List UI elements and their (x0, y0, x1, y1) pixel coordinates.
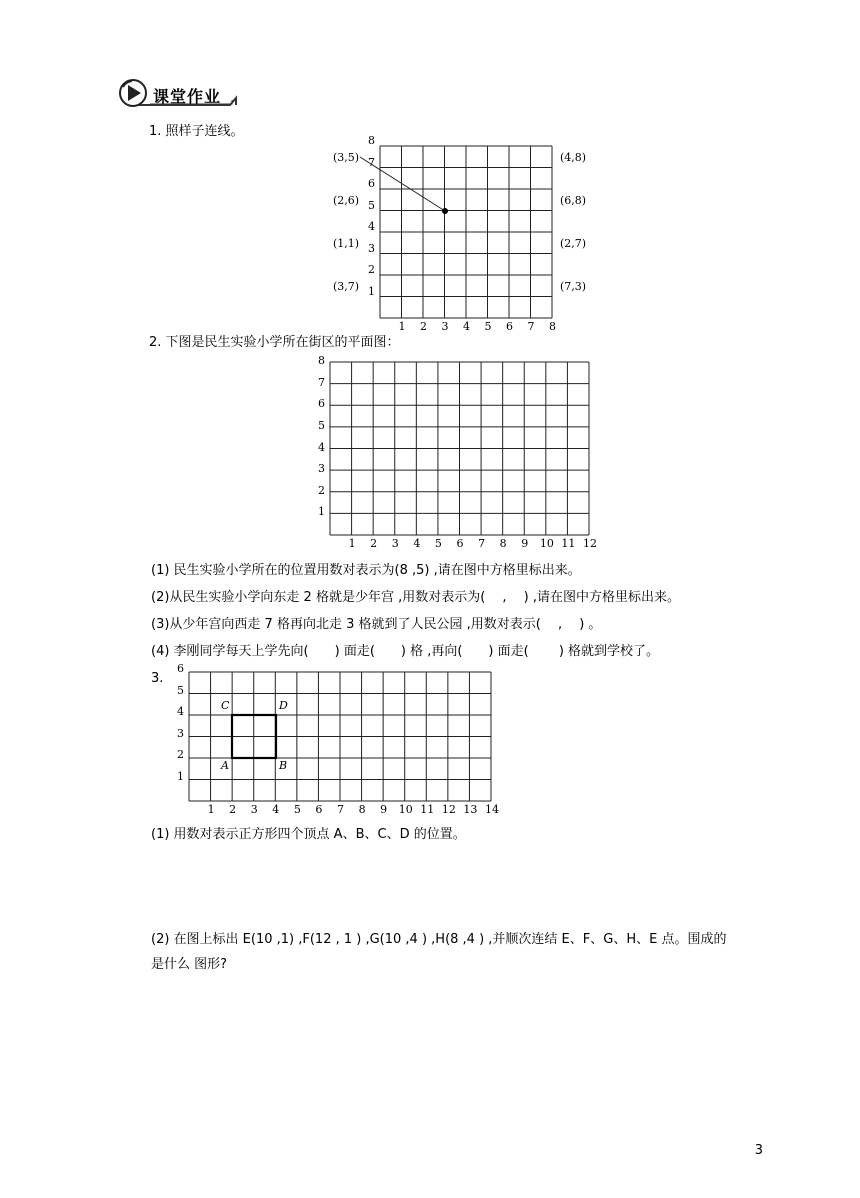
x-tick-label: 7 (527, 320, 535, 333)
vertex-a-label: A (221, 759, 229, 772)
y-tick-label: 1 (368, 284, 375, 298)
x-tick-label: 6 (315, 803, 323, 816)
q1-right-pair: (7,3) (560, 280, 587, 293)
x-tick-label: 5 (293, 803, 301, 816)
q1-text: 1. 照样子连线。 (149, 124, 244, 139)
x-tick-label: 2 (370, 537, 378, 550)
x-tick-label: 11 (420, 803, 435, 816)
y-tick-label: 3 (318, 462, 325, 476)
y-tick-label: 3 (368, 241, 375, 255)
vertex-c-label: C (221, 699, 230, 712)
q2-item-2: (2)从民生实验小学向东走 2 格就是少年宫 ,用数对表示为( , ) ,请在图中方格里标出来。 (151, 590, 681, 605)
y-tick-label: 4 (368, 220, 375, 233)
q3-item-2-cont: 是什么 图形? (151, 957, 228, 972)
q3-item-1: (1) 用数对表示正方形四个顶点 A、B、C、D 的位置。 (151, 827, 466, 842)
q1-left-pair: (1,1) (333, 237, 360, 250)
y-tick-label: 5 (368, 198, 375, 212)
x-tick-label: 10 (539, 537, 554, 550)
q1-right-pair: (4,8) (560, 151, 587, 164)
q1-left-pair: (2,6) (333, 194, 360, 207)
y-tick-label: 6 (177, 662, 184, 675)
y-tick-label: 4 (177, 705, 184, 718)
x-tick-label: 8 (499, 537, 507, 550)
y-tick-label: 3 (177, 726, 184, 740)
section-title: 课堂作业 (153, 87, 222, 106)
q3-item-2: (2) 在图上标出 E(10 ,1) ,F(12 , 1 ) ,G(10 ,4 ) ,H(8 ,4 ) ,并顺次连结 E、F、G、H、E 点。围成的 (151, 932, 727, 947)
q2-text: 2. 下图是民生实验小学所在街区的平面图： (149, 335, 400, 350)
x-tick-label: 4 (413, 537, 421, 550)
x-tick-label: 5 (484, 320, 492, 333)
x-tick-label: 3 (441, 320, 449, 333)
y-tick-label: 6 (368, 177, 375, 190)
y-tick-label: 2 (177, 748, 184, 761)
y-tick-label: 1 (318, 505, 325, 519)
y-tick-label: 8 (318, 354, 325, 367)
x-tick-label: 12 (441, 803, 456, 816)
x-tick-label: 3 (391, 537, 399, 550)
q3-number: 3. (151, 671, 164, 686)
x-tick-label: 1 (207, 803, 215, 816)
x-tick-label: 9 (380, 803, 388, 816)
y-tick-label: 6 (318, 397, 325, 411)
q1-left-pair: (3,7) (333, 280, 360, 293)
q2-item-3: (3)从少年宫向西走 7 格再向北走 3 格就到了人民公园 ,用数对表示( , ) 。 (151, 617, 602, 632)
x-tick-label: 8 (358, 803, 366, 816)
y-tick-label: 2 (368, 263, 375, 276)
x-tick-label: 8 (549, 320, 556, 333)
x-tick-label: 13 (463, 803, 478, 816)
x-tick-label: 1 (398, 320, 406, 333)
y-tick-label: 5 (177, 683, 184, 697)
page-number: 3 (754, 1143, 763, 1158)
x-tick-label: 10 (398, 803, 413, 816)
y-tick-label: 4 (318, 440, 325, 454)
x-tick-label: 1 (348, 537, 356, 550)
q1-right-pair: (2,7) (560, 237, 587, 250)
x-tick-label: 4 (272, 803, 280, 816)
y-tick-label: 8 (368, 134, 375, 147)
x-tick-label: 5 (434, 537, 442, 550)
y-tick-label: 7 (318, 375, 325, 389)
y-tick-label: 7 (368, 155, 375, 169)
x-tick-label: 11 (561, 537, 576, 550)
x-tick-label: 12 (583, 537, 597, 550)
q1-right-pair: (6,8) (560, 194, 587, 207)
x-tick-label: 3 (250, 803, 258, 816)
y-tick-label: 2 (318, 483, 325, 497)
vertex-b-label: B (279, 759, 288, 772)
y-tick-label: 1 (177, 769, 184, 783)
x-tick-label: 7 (478, 537, 486, 550)
q2-item-1: (1) 民生实验小学所在的位置用数对表示为(8 ,5) ,请在图中方格里标出来。 (151, 563, 581, 578)
x-tick-label: 2 (420, 320, 427, 333)
q2-item-4: (4) 李刚同学每天上学先向( ) 面走( ) 格 ,再向( ) 面走( ) 格就到学校了。 (151, 644, 660, 659)
x-tick-label: 7 (337, 803, 344, 816)
x-tick-label: 9 (521, 537, 529, 550)
x-tick-label: 2 (229, 803, 237, 816)
x-tick-label: 6 (506, 320, 513, 333)
x-tick-label: 14 (485, 803, 499, 816)
q1-left-pair: (3,5) (333, 151, 360, 164)
y-tick-label: 5 (318, 418, 325, 432)
x-tick-label: 6 (456, 537, 464, 550)
x-tick-label: 4 (463, 320, 470, 333)
vertex-d-label: D (279, 699, 288, 712)
